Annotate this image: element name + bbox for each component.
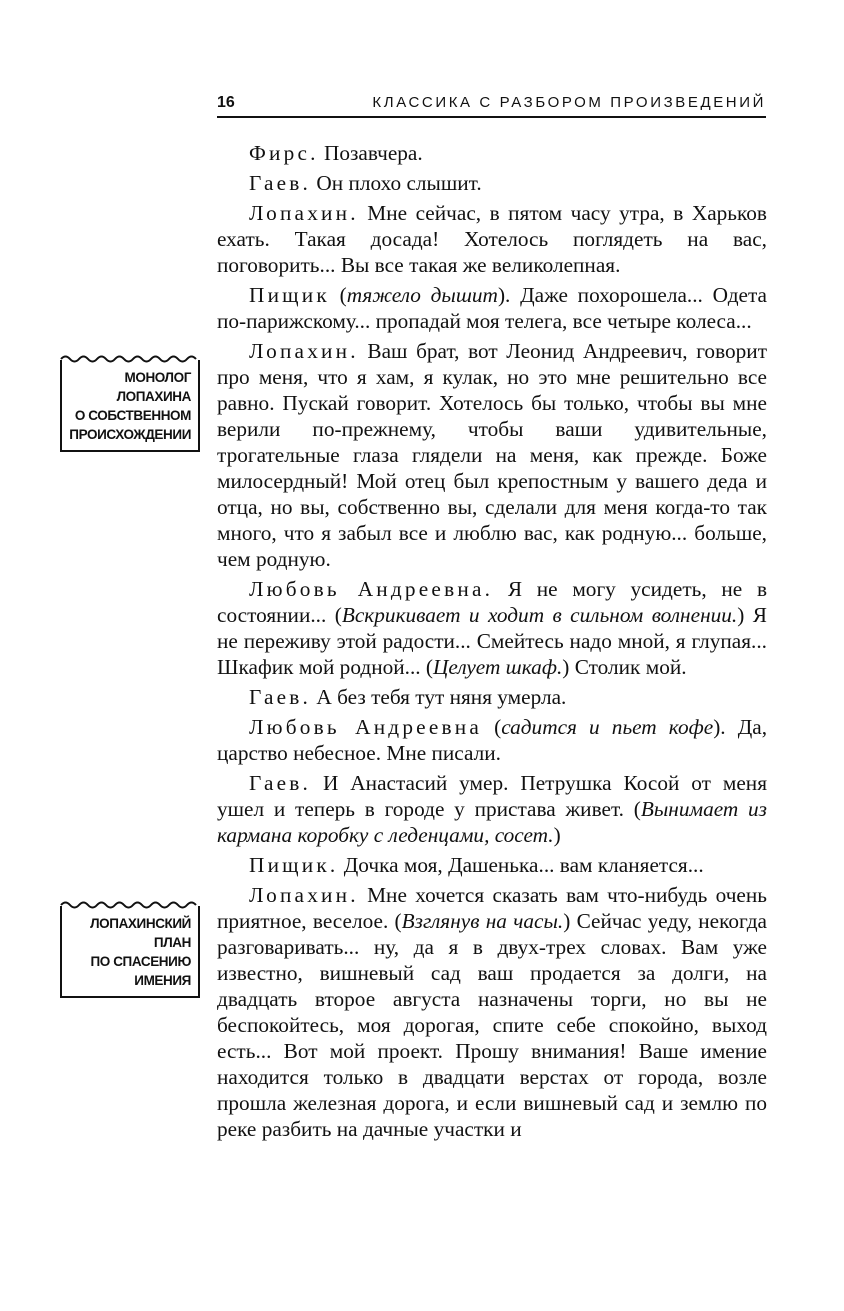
dialogue-text: Мне хочется сказать вам что-нибудь очень приятное, веселое. ( [217,883,767,933]
dialogue-text: И Анастасий умер. Петрушка Косой от меня ушел и теперь в городе у пристава живет. ( [217,771,767,821]
note-line: ЛОПАХИНСКИЙ [90,916,191,931]
note-line: ЛОПАХИНА [116,389,191,404]
dialogue-paragraph [217,282,767,334]
note-line: О СОБСТВЕННОМ [74,408,191,423]
dialogue-text: Позавчера. [318,141,423,165]
stage-direction: тяжело дышит [346,283,498,307]
dialogue-text: ). Даже похорошела... Одета по-парижскому... пропадай моя телега, все четыре колеса... [217,283,767,333]
page-number: 16 [217,94,235,111]
running-title: КЛАССИКА С РАЗБОРОМ ПРОИЗВЕДЕНИЙ [372,94,766,111]
dialogue-text: Ваш брат, вот Леонид Андреевич, говорит про меня, что я хам, я кулак, но это мне решительно все равно. Пускай говорит. Хотелось бы только, чтобы вы мне верили по-прежнему, чтобы ваши удивительные, трогательные глаза глядели на меня, как прежде. Боже милосердный! Мой отец был крепостным у вашего деда и отца, но вы, собственно вы, сделали для меня когда-то так много, что я забыл все и люблю вас, как родную... больше, чем родную. [217,339,767,571]
dialogue-paragraph [217,170,767,196]
dialogue-paragraph [217,576,767,680]
dialogue-paragraph [217,200,767,278]
note-line: ПРОИСХОЖДЕНИИ [69,427,191,442]
dialogue-paragraph [217,338,767,572]
dialogue-text: Мне сейчас, в пятом часу утра, в Харьков ехать. Такая досада! Хотелось поглядеть на вас, поговорить... Вы все такая же великолепная. [217,201,767,277]
margin-note-lopakhin-plan [60,906,200,998]
wavy-border-icon [60,899,200,909]
dialogue-paragraph [217,882,767,1142]
speaker-name: Лопахин. [249,339,359,363]
stage-direction: садится и пьет кофе [501,715,714,739]
dialogue-paragraph [217,140,767,166]
speaker-name: Пищик. [249,853,339,877]
note-line: ПЛАН [153,935,191,950]
dialogue-text: ). Да, царство небесное. Мне писали. [217,715,768,765]
dialogue-text: Дочка моя, Дашенька... вам кланяется... [338,853,704,877]
note-line: ИМЕНИЯ [134,973,191,988]
dialogue-paragraph [217,770,767,848]
stage-direction: Взглянув на часы. [401,909,564,933]
speaker-name: Гаев. [249,685,312,709]
dialogue-paragraph [217,714,767,766]
speaker-name: Любовь Андреевна [249,715,482,739]
margin-note-lopakhin-monologue [60,360,200,452]
note-line: ПО СПАСЕНИЮ [90,954,191,969]
dialogue-text: ) Сейчас уеду, некогда разговаривать... ну, да я в двух-трех словах. Вам уже известно, вишневый сад ваш продается за долги, на двадцать второе августа назначены торги, но вы не беспокойтесь, моя дорогая, спите себе спокойно, выход есть... Вот мой проект. Прошу внимания! Ваше имение находится только в двадцати верстах от города, возле прошла железная дорога, и если вишневый сад и землю по реке разбить на дачные участки и [217,909,767,1141]
stage-direction: Целует шкаф. [433,655,563,679]
speaker-name: Гаев. [249,771,312,795]
dialogue-text: ( [329,283,347,307]
speaker-name: Гаев. [249,171,312,195]
dialogue-text: ) [553,823,561,847]
note-line: МОНОЛОГ [124,370,191,385]
speaker-name: Любовь Андреевна. [249,577,494,601]
dialogue-paragraph [217,684,767,710]
dialogue-text: ) Столик мой. [562,655,687,679]
dialogue-paragraph [217,852,767,878]
dialogue-text: ) Я не переживу этой радости... Смейтесь надо мной, я глупая... Шкафик мой родной... ( [217,603,767,679]
dialogue-text: Я не могу усидеть, не в состоянии... ( [217,577,767,627]
speaker-name: Лопахин. [249,201,359,225]
speaker-name: Пищик [249,283,330,307]
stage-direction: Вынимает из кармана коробку с леденцами, сосет. [217,797,767,847]
dialogue-text: ( [482,715,502,739]
play-text [217,140,767,1146]
stage-direction: Вскрикивает и ходит в сильном волнении. [341,603,738,627]
page-header [217,92,766,118]
speaker-name: Лопахин. [249,883,359,907]
dialogue-text: А без тебя тут няня умерла. [311,685,567,709]
wavy-border-icon [60,353,200,363]
speaker-name: Фирс. [249,141,319,165]
dialogue-text: Он плохо слышит. [311,171,482,195]
